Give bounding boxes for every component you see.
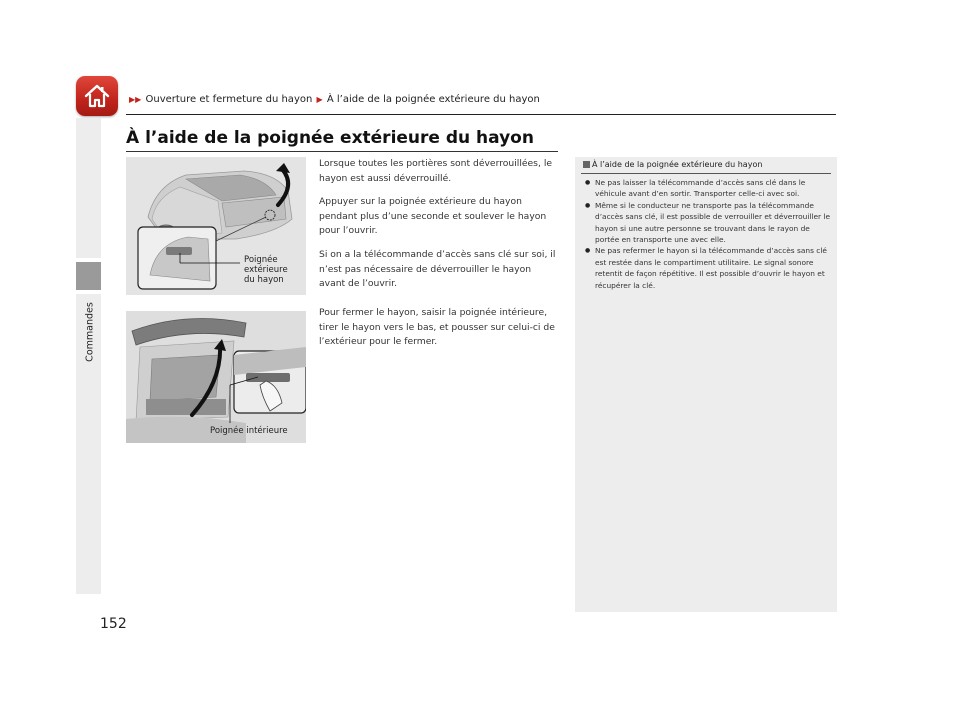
home-button[interactable] [76, 76, 118, 116]
note-box [575, 157, 837, 612]
breadcrumb-current: À l’aide de la poignée extérieure du hayon [326, 94, 540, 105]
title-rule [126, 151, 558, 152]
triangle-right-icon: ▶ [316, 95, 323, 104]
note-title: À l’aide de la poignée extérieure du hayon [583, 160, 762, 169]
note-item: ● Ne pas refermer le hayon si la télécommande d’accès sans clé est restée dans le compartiment utilitaire. Le signal sonore retentit de façon répétitive. Il est possible d’ouvrir le hayon et récupérer la clé. [583, 245, 831, 291]
section-title: À l’aide de la poignée extérieure du hayon [126, 128, 534, 148]
sidebar-chapter-label[interactable]: Commandes [84, 302, 96, 362]
paragraph-1: Lorsque toutes les portières sont déverrouillées, le hayon est aussi déverrouillé. [319, 158, 553, 184]
sidebar-tab-active[interactable] [76, 262, 101, 290]
page-number: 152 [100, 616, 127, 632]
open-tailgate-illustration [126, 311, 306, 443]
triangle-right-icon: ▶▶ [129, 95, 142, 104]
callout-interior-handle: Poignée intérieure [210, 426, 288, 436]
note-square-icon [583, 161, 590, 168]
figure-interior-handle [126, 311, 306, 443]
paragraph-3: Si on a la télécommande d’accès sans clé sur soi, il n’est pas nécessaire de déverrouiller le hayon avant de l’ouvrir. [319, 249, 556, 289]
callout-exterior-handle: Poignée extérieure du hayon [244, 255, 288, 285]
breadcrumb-link-ouverture[interactable]: Ouverture et fermeture du hayon [145, 94, 313, 105]
note-rule [581, 173, 831, 174]
paragraph-2: Appuyer sur la poignée extérieure du hayon pendant plus d’une seconde et soulever le hayon pour l’ouvrir. [319, 196, 547, 236]
note-list [583, 177, 831, 291]
paragraph-4: Pour fermer le hayon, saisir la poignée intérieure, tirer le hayon vers le bas, et pousser sur celui-ci de l’extérieur pour le fermer. [319, 307, 555, 347]
figure-exterior-handle [126, 157, 306, 295]
note-item: ● Ne pas laisser la télécommande d’accès sans clé dans le véhicule avant d’en sortir. Transporter celle-ci avec soi. [583, 177, 831, 200]
home-icon [83, 82, 111, 110]
sidebar-tab-top [76, 118, 101, 258]
header-rule [126, 114, 836, 115]
breadcrumb [128, 94, 540, 105]
note-item: ● Même si le conducteur ne transporte pas la télécommande d’accès sans clé, il est possible de verrouiller et déverrouiller le hayon si une autre personne se trouvant dans le rayon de portée en transporte une avec elle. [583, 200, 831, 246]
